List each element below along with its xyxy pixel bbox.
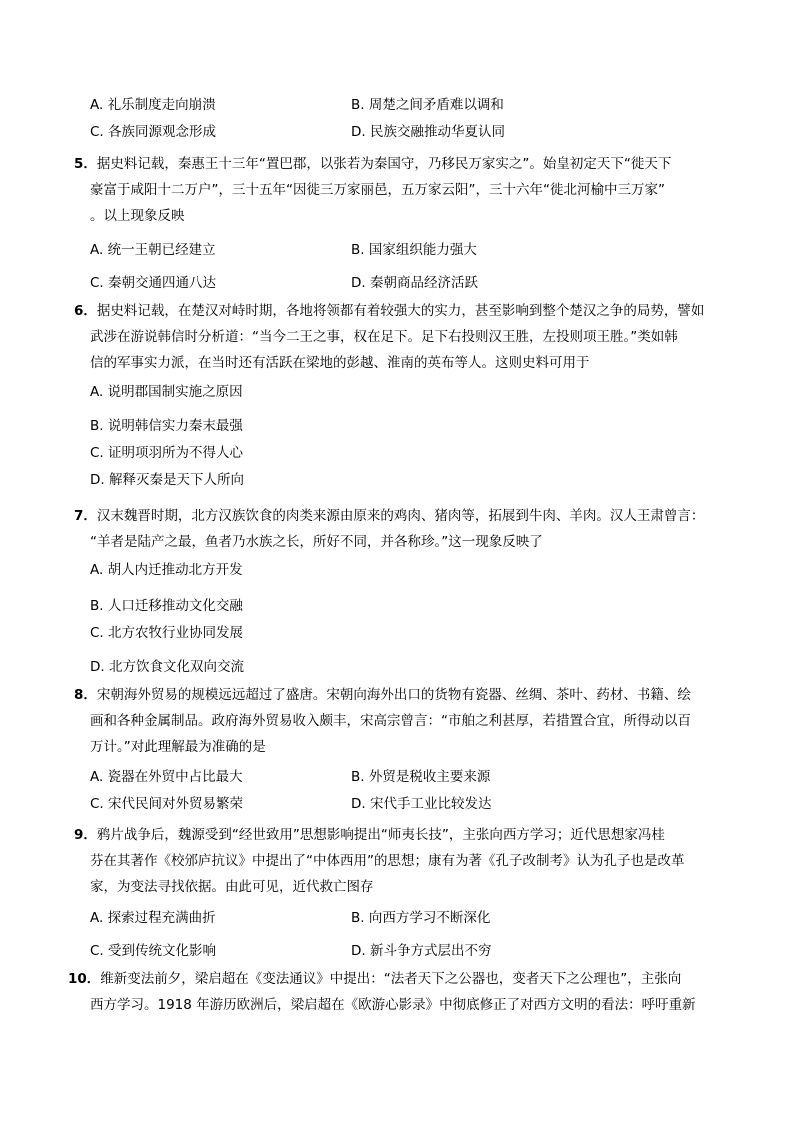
question-text-line: 武涉在游说韩信时分析道：“当今二王之事，权在足下。足下右投则汉王胜，左投则项王胜。”类如韩 bbox=[90, 329, 678, 345]
q8-option-a[interactable]: A. 瓷器在外贸中占比最大 bbox=[90, 769, 243, 785]
question-text-line: “羊者是陆产之最，鱼者乃水族之长，所好不同，并各称珍。”这一现象反映了 bbox=[90, 534, 543, 550]
question-9 bbox=[74, 822, 724, 900]
q6-option-c[interactable]: C. 证明项羽所为不得人心 bbox=[90, 445, 244, 461]
q4-option-c[interactable]: C. 各族同源观念形成 bbox=[90, 124, 217, 140]
question-6 bbox=[74, 298, 724, 376]
question-number: 8． bbox=[74, 687, 97, 703]
question-number: 9． bbox=[74, 827, 97, 843]
question-text-line: 鸦片战争后，魏源受到“经世致用”思想影响提出“师夷长技”，主张向西方学习；近代思想家冯桂 bbox=[96, 827, 665, 843]
q5-options-row-2 bbox=[90, 273, 730, 293]
q4-option-b[interactable]: B. 周楚之间矛盾难以调和 bbox=[351, 97, 504, 113]
question-number: 5． bbox=[74, 156, 97, 172]
question-5 bbox=[74, 151, 724, 229]
q7-option-d[interactable]: D. 北方饮食文化双向交流 bbox=[90, 659, 244, 675]
question-10 bbox=[68, 966, 728, 1018]
q4-option-d[interactable]: D. 民族交融推动华夏认同 bbox=[351, 124, 505, 140]
q7-option-c[interactable]: C. 北方农牧行业协同发展 bbox=[90, 625, 244, 641]
q9-option-d[interactable]: D. 新斗争方式层出不穷 bbox=[351, 943, 492, 959]
question-text-line: 据史料记载，在楚汉对峙时期，各地将领都有着较强大的实力，甚至影响到整个楚汉之争的局势，譬如 bbox=[96, 303, 705, 319]
question-text-line: 。以上现象反映 bbox=[90, 208, 185, 224]
q5-option-d[interactable]: D. 秦朝商品经济活跃 bbox=[351, 275, 478, 291]
q8-option-b[interactable]: B. 外贸是税收主要来源 bbox=[351, 769, 491, 785]
question-text-line: 据史料记载，秦惠王十三年“置巴郡，以张若为秦国守，乃移民万家实之”。始皇初定天下“徙天下 bbox=[96, 156, 672, 172]
q4-option-a[interactable]: A. 礼乐制度走向崩溃 bbox=[90, 97, 216, 113]
q9-options-row-2 bbox=[90, 941, 730, 961]
q4-options-row-1 bbox=[90, 95, 730, 115]
q7-option-a[interactable]: A. 胡人内迁推动北方开发 bbox=[90, 562, 243, 578]
q6-option-d[interactable]: D. 解释灭秦是天下人所向 bbox=[90, 472, 244, 488]
q6-option-a[interactable]: A. 说明郡国制实施之原因 bbox=[90, 384, 243, 400]
question-text-line: 汉末魏晋时期，北方汉族饮食的肉类来源由原来的鸡肉、猪肉等，拓展到牛肉、羊肉。汉人王肃曾言： bbox=[96, 508, 705, 524]
question-text-line: 西方学习。1918 年游历欧洲后，梁启超在《欧游心影录》中彻底修正了对西方文明的看法：呼吁重新 bbox=[90, 997, 696, 1013]
q8-option-c[interactable]: C. 宋代民间对外贸易繁荣 bbox=[90, 796, 244, 812]
question-text-line: 信的军事实力派，在当时还有活跃在梁地的彭越、淮南的英布等人。这则史料可用于 bbox=[90, 355, 590, 371]
question-8 bbox=[74, 682, 724, 760]
question-number: 6． bbox=[74, 303, 97, 319]
question-number: 7． bbox=[74, 508, 97, 524]
q9-option-a[interactable]: A. 探索过程充满曲折 bbox=[90, 910, 216, 926]
question-number: 10． bbox=[68, 971, 101, 987]
q6-option-b[interactable]: B. 说明韩信实力秦末最强 bbox=[90, 418, 243, 434]
q5-option-a[interactable]: A. 统一王朝已经建立 bbox=[90, 242, 216, 258]
question-text-line: 宋朝海外贸易的规模远远超过了盛唐。宋朝向海外出口的货物有瓷器、丝绸、茶叶、药材、书籍、绘 bbox=[96, 687, 691, 703]
q7-option-b[interactable]: B. 人口迁移推动文化交融 bbox=[90, 598, 243, 614]
q9-option-b[interactable]: B. 向西方学习不断深化 bbox=[351, 910, 491, 926]
q9-options-row-1 bbox=[90, 908, 730, 928]
question-text-line: 维新变法前夕，梁启超在《变法通议》中提出：“法者天下之公器也，变者天下之公理也”，主张向 bbox=[100, 971, 682, 987]
q8-options-row-2 bbox=[90, 794, 730, 814]
question-text-line: 芬在其著作《校邠庐抗议》中提出了“中体西用”的思想；康有为著《孔子改制考》认为孔子也是改革 bbox=[90, 853, 685, 869]
q4-options-row-2 bbox=[90, 122, 730, 142]
q5-option-b[interactable]: B. 国家组织能力强大 bbox=[351, 242, 477, 258]
q5-options-row-1 bbox=[90, 240, 730, 260]
q9-option-c[interactable]: C. 受到传统文化影响 bbox=[90, 943, 217, 959]
q8-option-d[interactable]: D. 宋代手工业比较发达 bbox=[351, 796, 492, 812]
question-text-line: 豪富于咸阳十二万户”，三十五年“因徙三万家丽邑，五万家云阳”，三十六年“徙北河榆中三万家” bbox=[90, 182, 665, 198]
question-text-line: 家，为变法寻找依据。由此可见，近代救亡图存 bbox=[90, 879, 374, 895]
question-text-line: 画和各种金属制品。政府海外贸易收入颇丰，宋高宗曾言：“市舶之利甚厚，若措置合宜，所得动以百 bbox=[90, 713, 691, 729]
q5-option-c[interactable]: C. 秦朝交通四通八达 bbox=[90, 275, 217, 291]
question-7 bbox=[74, 503, 724, 555]
q8-options-row-1 bbox=[90, 767, 730, 787]
question-text-line: 万计。”对此理解最为准确的是 bbox=[90, 739, 266, 755]
